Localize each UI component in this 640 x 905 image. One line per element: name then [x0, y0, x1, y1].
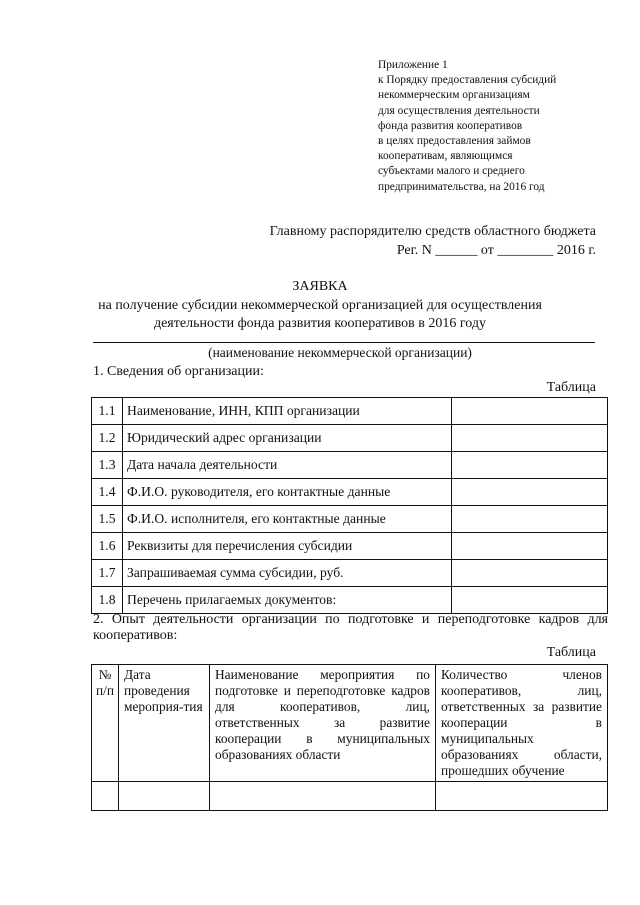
row-label: Наименование, ИНН, КПП организации [123, 398, 452, 425]
appendix-line: для осуществления деятельности [378, 104, 540, 117]
row-number: 1.5 [92, 506, 123, 533]
table-row [92, 782, 608, 811]
table1-label: Таблица [546, 380, 596, 395]
recipient-block [270, 222, 596, 260]
table-cell [119, 782, 210, 811]
row-value [452, 506, 608, 533]
row-value [452, 479, 608, 506]
column-header-trained-count: Количество членов кооперативов, лиц, ответственных за развитие кооперации в муниципальных образованиях области, прошедших обучение [436, 665, 608, 782]
appendix-line: субъектами малого и среднего [378, 165, 525, 178]
appendix-line: в целях предоставления займов [378, 135, 531, 148]
row-number: 1.6 [92, 533, 123, 560]
appendix-line: некоммерческим организациям [378, 89, 530, 102]
column-header-date: Дата проведения мероприя-тия [119, 665, 210, 782]
row-value [452, 560, 608, 587]
row-value [452, 425, 608, 452]
table-header-row [92, 665, 608, 782]
row-value [452, 587, 608, 614]
table-cell [210, 782, 436, 811]
appendix-block [378, 58, 608, 195]
appendix-line: фонда развития кооперативов [378, 119, 523, 132]
row-label: Запрашиваемая сумма субсидии, руб. [123, 560, 452, 587]
row-label: Ф.И.О. руководителя, его контактные данные [123, 479, 452, 506]
column-header-event-name: Наименование мероприятия по подготовке и переподготовке кадров для кооперативов, лиц, ответственных за развитие кооперации в муниципальных образованиях области [210, 665, 436, 782]
table2-label: Таблица [546, 645, 596, 660]
row-label: Ф.И.О. исполнителя, его контактные данные [123, 506, 452, 533]
table-row [92, 452, 608, 479]
table-row [92, 425, 608, 452]
table-cell [436, 782, 608, 811]
appendix-line: Приложение 1 [378, 59, 448, 71]
table-row [92, 506, 608, 533]
appendix-line: предпринимательства, на 2016 год [378, 180, 545, 193]
org-name-line [93, 342, 595, 343]
appendix-line: кооперативам, являющимся [378, 150, 513, 163]
section1-heading: 1. Сведения об организации: [93, 364, 264, 379]
row-number: 1.8 [92, 587, 123, 614]
document-title [40, 278, 600, 334]
title-heading: ЗАЯВКА [292, 279, 348, 294]
row-value [452, 452, 608, 479]
appendix-line: к Порядку предоставления субсидий [378, 74, 557, 87]
row-label: Юридический адрес организации [123, 425, 452, 452]
row-value [452, 533, 608, 560]
title-subline: на получение субсидии некоммерческой организацией для осуществления [98, 297, 542, 313]
recipient-title: Главному распорядителю средств областного бюджета [269, 224, 596, 239]
section2-heading: 2. Опыт деятельности организации по подготовке и переподготовке кадров для кооперативов: [93, 612, 608, 643]
row-number: 1.2 [92, 425, 123, 452]
table-cell [92, 782, 119, 811]
row-value [452, 398, 608, 425]
row-label: Дата начала деятельности [123, 452, 452, 479]
organization-info-table [91, 397, 608, 614]
org-name-caption: (наименование некоммерческой организации) [208, 345, 472, 360]
row-number: 1.4 [92, 479, 123, 506]
table-row [92, 533, 608, 560]
row-label: Реквизиты для перечисления субсидии [123, 533, 452, 560]
row-label: Перечень прилагаемых документов: [123, 587, 452, 614]
row-number: 1.7 [92, 560, 123, 587]
table-row [92, 398, 608, 425]
row-number: 1.3 [92, 452, 123, 479]
title-subline: деятельности фонда развития кооперативов в 2016 году [153, 316, 487, 331]
table-row [92, 560, 608, 587]
column-header-number: № п/п [92, 665, 119, 782]
registration-line: Рег. N ______ от ________ 2016 г. [396, 243, 596, 258]
training-experience-table [91, 664, 608, 811]
table-row [92, 587, 608, 614]
row-number: 1.1 [92, 398, 123, 425]
table-row [92, 479, 608, 506]
